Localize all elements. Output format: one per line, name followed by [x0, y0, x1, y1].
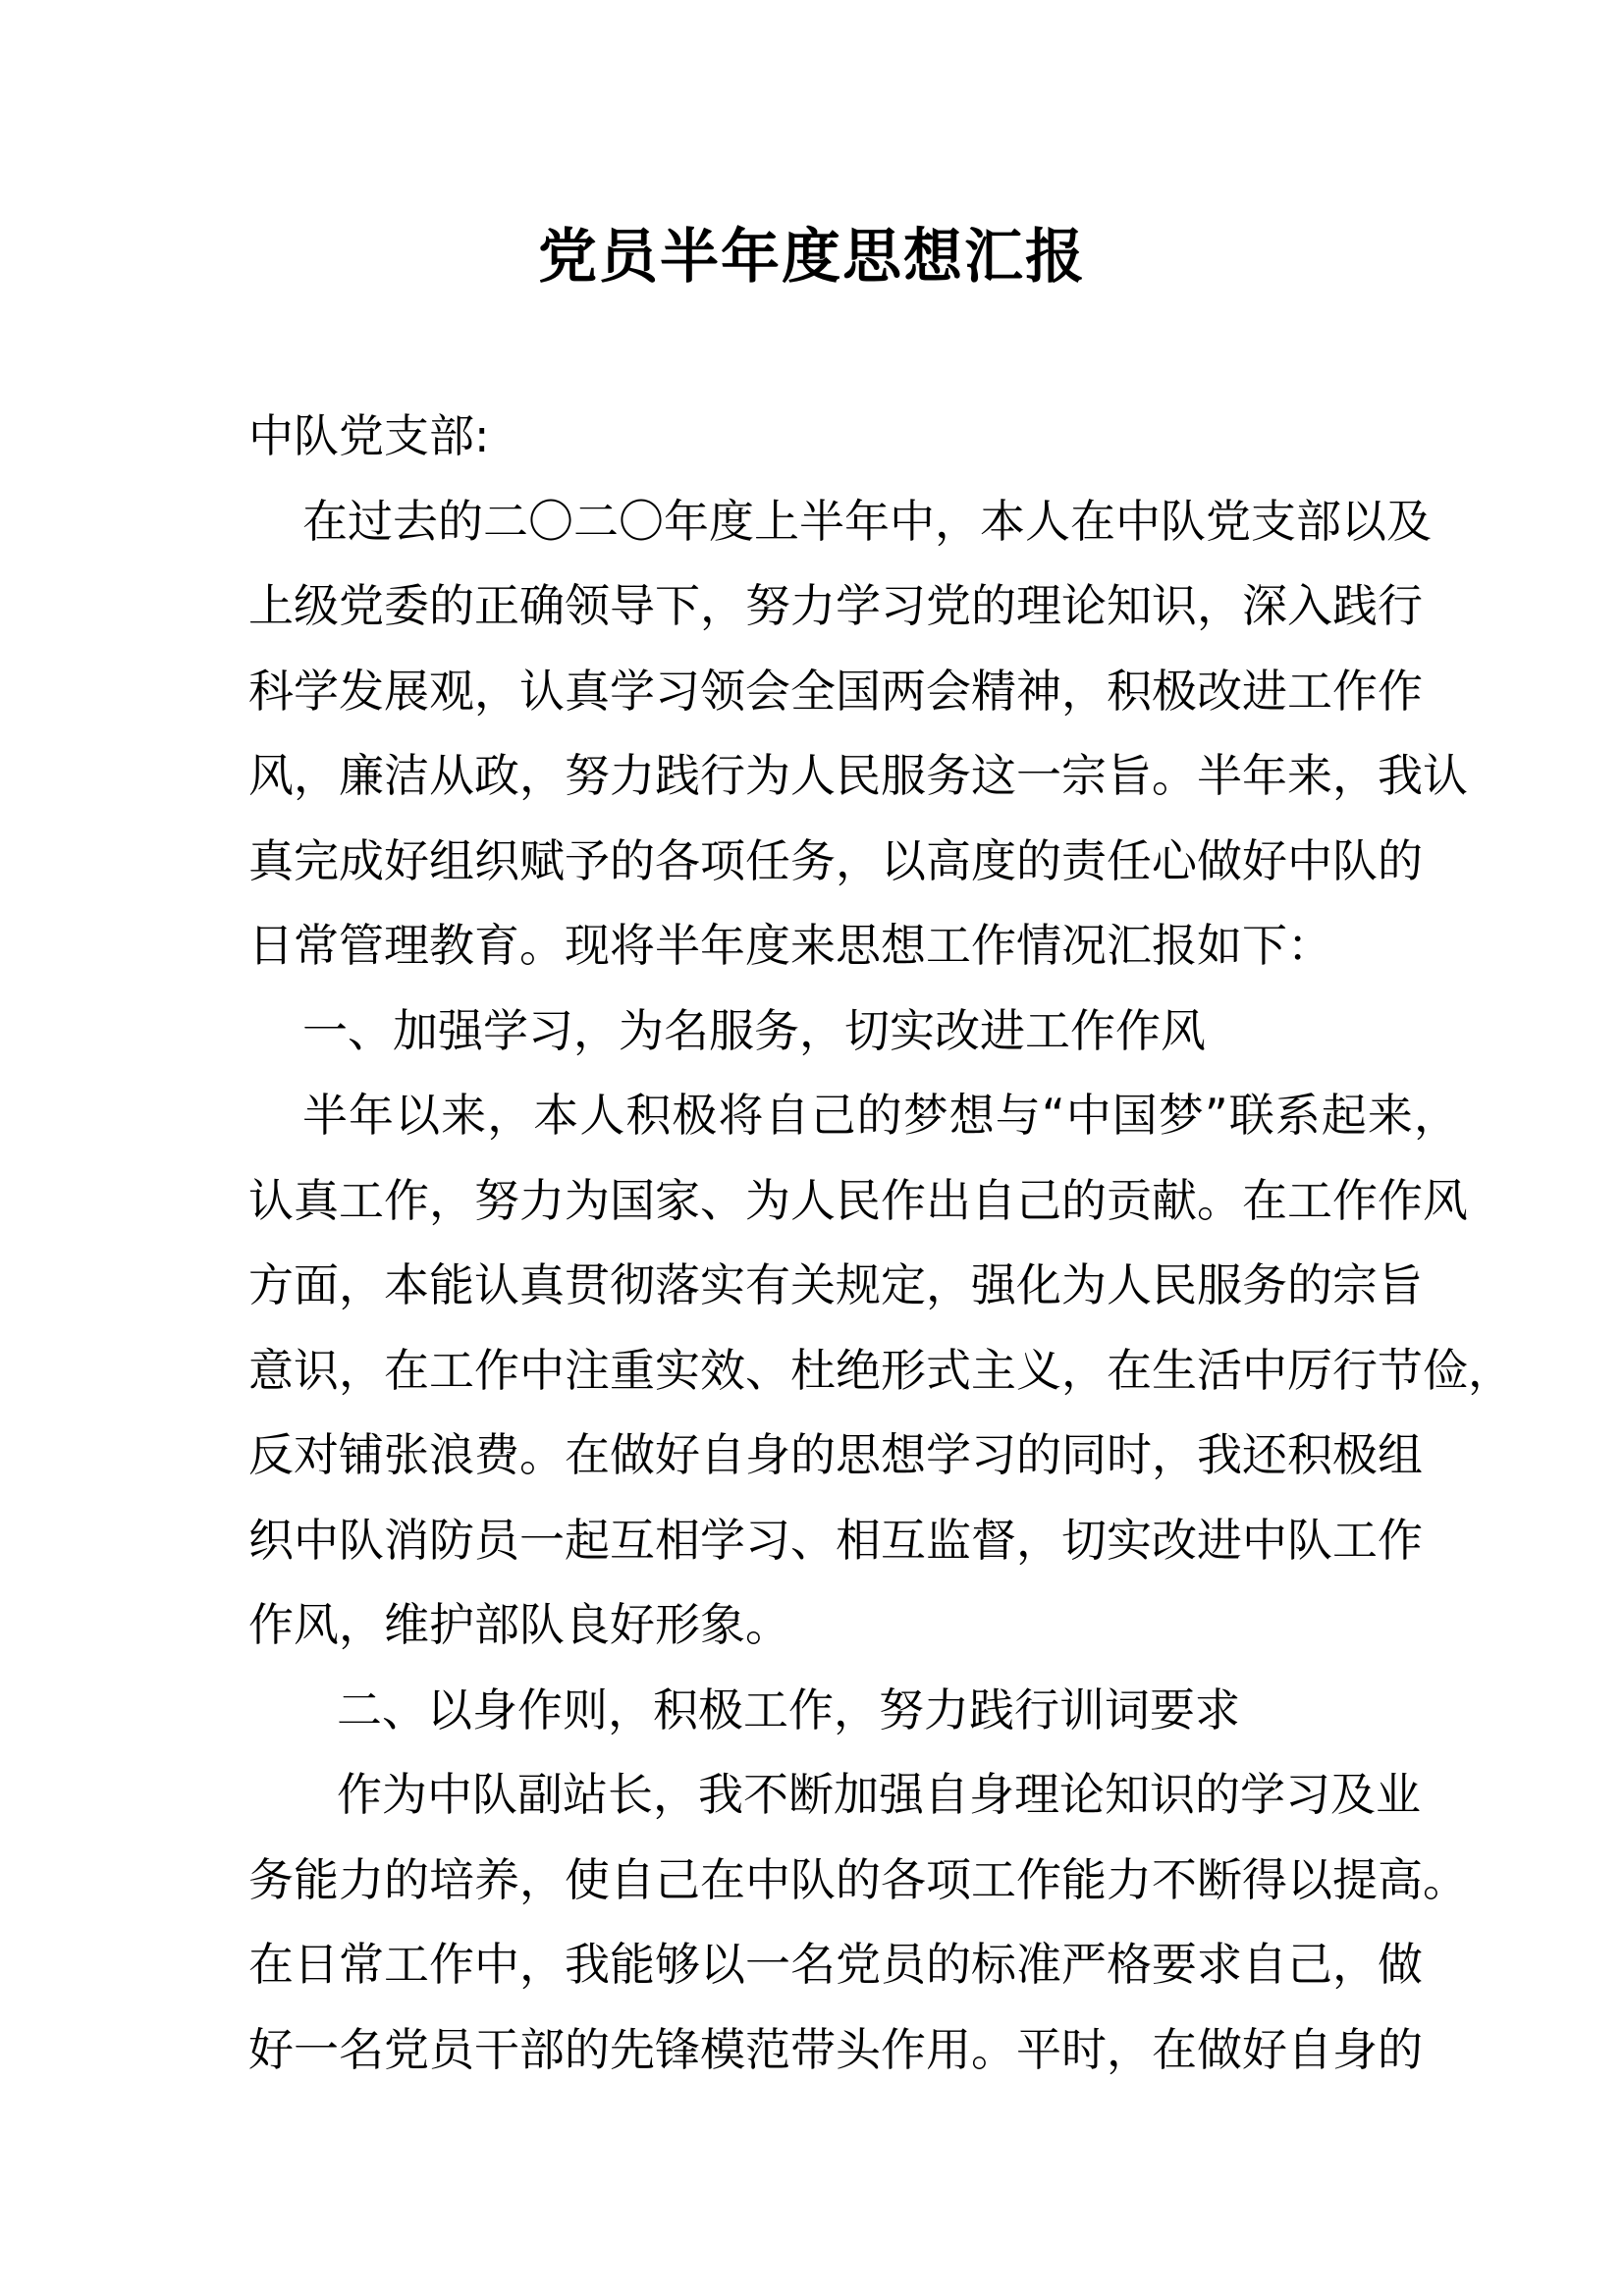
paragraph-line: 意识，在工作中注重实效、杜绝形式主义，在生活中厉行节俭，: [248, 1343, 1513, 1397]
document-body: [248, 394, 1513, 2092]
document-title: 党员半年度思想汇报: [538, 223, 1086, 292]
paragraph-line: 风，廉洁从政，努力践行为人民服务这一宗旨。半年来，我认: [248, 749, 1468, 802]
paragraph-line: 务能力的培养，使自己在中队的各项工作能力不断得以提高。: [248, 1852, 1468, 1906]
salutation: 中队党支部:: [248, 409, 490, 462]
paragraph-line: 反对铺张浪费。在做好自身的思想学习的同时，我还积极组: [248, 1428, 1423, 1481]
paragraph-line: 在日常工作中，我能够以一名党员的标准严格要求自己，做: [248, 1938, 1423, 1991]
paragraph-line: 日常管理教育。现将半年度来思想工作情况汇报如下：: [248, 919, 1332, 972]
paragraph-line: 认真工作，努力为国家、为人民作出自己的贡献。在工作作风: [248, 1173, 1468, 1227]
paragraph-line: 织中队消防员一起互相学习、相互监督，切实改进中队工作: [248, 1513, 1423, 1567]
paragraph-line: 真完成好组织赋予的各项任务，以高度的责任心做好中队的: [248, 833, 1423, 887]
paragraph-line: 科学发展观，认真学习领会全国两会精神，积极改进工作作: [248, 664, 1423, 718]
section-heading: 二、以身作则，积极工作，努力践行训词要求: [337, 1682, 1240, 1736]
paragraph-line: 好一名党员干部的先锋模范带头作用。平时，在做好自身的: [248, 2022, 1423, 2076]
paragraph-line: 上级党委的正确领导下，努力学习党的理论知识，深入践行: [248, 579, 1423, 632]
section-heading: 一、加强学习，为名服务，切实改进工作作风: [302, 1003, 1206, 1057]
paragraph-line: 作为中队副站长，我不断加强自身理论知识的学习及业: [337, 1768, 1421, 1821]
paragraph-line: 半年以来，本人积极将自己的梦想与“中国梦”联系起来，: [302, 1089, 1459, 1142]
paragraph-line: 作风，维护部队良好形象。: [248, 1598, 790, 1651]
paragraph-line: 在过去的二〇二〇年度上半年中，本人在中队党支部以及: [302, 494, 1432, 548]
paragraph-line: 方面，本能认真贯彻落实有关规定，强化为人民服务的宗旨: [248, 1258, 1423, 1311]
